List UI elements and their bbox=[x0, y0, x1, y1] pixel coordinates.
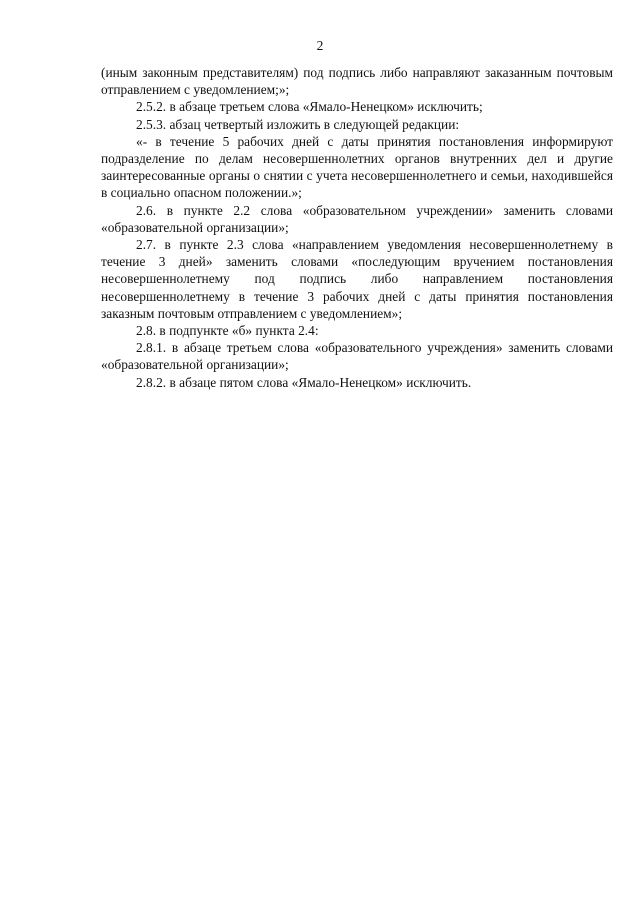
paragraph-2-8-1: 2.8.1. в абзаце третьем слова «образовательного учреждения» заменить словами «образовательной организации»; bbox=[101, 340, 613, 373]
document-body bbox=[101, 64, 613, 391]
page-number: 2 bbox=[316, 38, 324, 53]
paragraph-quoted-text: «- в течение 5 рабочих дней с даты принятия постановления информируют подразделение по делам несовершеннолетних органов внутренних дел и другие заинтересованные органы о снятии с учета несовершеннолетнего и семьи, находившейся в социально опасном положении.»; bbox=[101, 133, 613, 201]
paragraph-2-7: 2.7. в пункте 2.3 слова «направлением уведомления несовершеннолетнему в течение 3 дней» заменить словами «последующим вручением постановления несовершеннолетнему под подпись либо направлением постановления несовершеннолетнему в течение 3 рабочих дней с даты принятия постановления заказным почтовым отправлением с уведомлением»; bbox=[101, 237, 613, 321]
paragraph-2-6: 2.6. в пункте 2.2 слова «образовательном учреждении» заменить словами «образовательной организации»; bbox=[101, 202, 613, 235]
paragraph-2-8-2: 2.8.2. в абзаце пятом слова «Ямало-Ненецком» исключить. bbox=[136, 374, 472, 390]
paragraph-2-5-2: 2.5.2. в абзаце третьем слова «Ямало-Ненецком» исключить; bbox=[136, 99, 483, 115]
paragraph-2-5-3: 2.5.3. абзац четвертый изложить в следующей редакции: bbox=[136, 116, 460, 132]
paragraph-2-8: 2.8. в подпункте «б» пункта 2.4: bbox=[136, 323, 319, 339]
paragraph-continuation: (иным законным представителям) под подпись либо направляют заказанным почтовым отправлением с уведомлением;»; bbox=[101, 65, 613, 98]
